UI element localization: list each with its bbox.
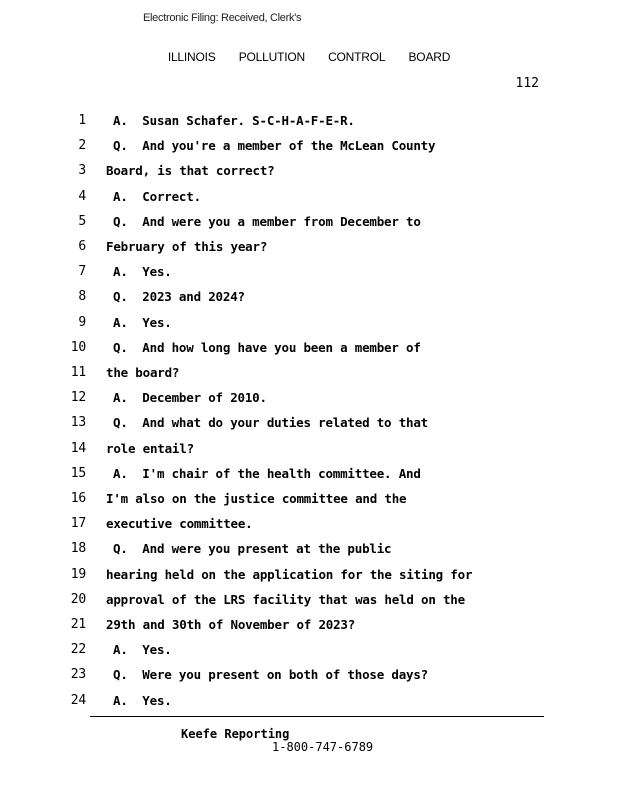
transcript-line xyxy=(0,340,618,365)
line-text: hearing held on the application for the siting for xyxy=(106,566,473,582)
line-number: 22 xyxy=(70,642,86,658)
line-number: 9 xyxy=(78,314,86,330)
line-number: 3 xyxy=(78,163,86,179)
transcript-line xyxy=(0,239,618,264)
line-text: Q. And were you present at the public xyxy=(113,541,392,557)
line-text: February of this year? xyxy=(106,239,268,254)
line-number: 24 xyxy=(70,692,86,708)
line-number: 13 xyxy=(70,415,86,431)
footer-phone: 1-800-747-6789 xyxy=(272,740,374,754)
footer-company: Keefe Reporting xyxy=(181,727,290,741)
line-number: 5 xyxy=(78,213,86,229)
transcript-line xyxy=(0,138,618,163)
line-text: Q. And you're a member of the McLean County xyxy=(113,138,436,154)
line-number: 14 xyxy=(70,440,86,456)
page-number: 112 xyxy=(515,76,539,91)
line-text: Q. And what do your duties related to that xyxy=(113,415,429,431)
transcript-line xyxy=(0,415,618,440)
line-text: I'm also on the justice committee and the xyxy=(106,491,407,506)
line-number: 1 xyxy=(78,113,86,128)
line-text: Q. And were you a member from December to xyxy=(113,213,421,229)
line-text: A. Yes. xyxy=(113,314,172,330)
transcript-line xyxy=(0,113,618,138)
electronic-filing-stamp: Electronic Filing: Received, Clerk's xyxy=(143,12,302,24)
transcript-line xyxy=(0,466,618,491)
line-number: 17 xyxy=(70,516,86,532)
transcript-line xyxy=(0,189,618,214)
line-text: A. I'm chair of the health committee. And xyxy=(113,465,421,481)
line-number: 10 xyxy=(70,339,86,355)
page-header xyxy=(0,50,618,64)
header-word: BOARD xyxy=(408,50,451,64)
line-text: executive committee. xyxy=(106,516,253,532)
header-word: CONTROL xyxy=(328,50,386,64)
line-text: Q. 2023 and 2024? xyxy=(113,289,245,305)
transcript-line xyxy=(0,693,618,718)
line-number: 2 xyxy=(78,138,86,154)
line-text: Q. Were you present on both of those days? xyxy=(113,667,429,683)
line-text: A. Yes. xyxy=(113,264,172,280)
transcript-line xyxy=(0,541,618,566)
line-text: 29th and 30th of November of 2023? xyxy=(106,617,356,632)
line-text: A. December of 2010. xyxy=(113,390,267,406)
transcript-line xyxy=(0,365,618,390)
line-text: approval of the LRS facility that was held on the xyxy=(106,591,465,607)
transcript-line xyxy=(0,617,618,642)
line-number: 15 xyxy=(70,465,86,481)
line-text: role entail? xyxy=(106,440,194,456)
line-text: Q. And how long have you been a member of xyxy=(113,339,421,355)
transcript-line xyxy=(0,667,618,692)
line-text: the board? xyxy=(106,365,180,380)
transcript-line xyxy=(0,491,618,516)
line-number: 16 xyxy=(70,491,86,506)
transcript-line xyxy=(0,163,618,188)
line-text: A. Susan Schafer. S-C-H-A-F-E-R. xyxy=(113,113,355,128)
transcript-line xyxy=(0,264,618,289)
line-number: 21 xyxy=(70,617,86,632)
line-text: A. Correct. xyxy=(113,188,201,204)
footer-divider xyxy=(90,716,544,717)
line-number: 18 xyxy=(70,541,86,557)
line-text: Board, is that correct? xyxy=(106,163,275,179)
line-number: 6 xyxy=(78,239,86,254)
transcript-line xyxy=(0,214,618,239)
transcript-line xyxy=(0,289,618,314)
transcript-line xyxy=(0,567,618,592)
transcript-line xyxy=(0,315,618,340)
line-number: 19 xyxy=(70,566,86,582)
line-number: 11 xyxy=(70,365,86,380)
header-word: ILLINOIS xyxy=(167,50,216,64)
line-number: 7 xyxy=(78,264,86,280)
header-word: POLLUTION xyxy=(238,50,305,64)
transcript-line xyxy=(0,390,618,415)
transcript-line xyxy=(0,592,618,617)
line-text: A. Yes. xyxy=(113,692,172,708)
line-number: 12 xyxy=(70,390,86,406)
line-number: 23 xyxy=(70,667,86,683)
transcript-line xyxy=(0,516,618,541)
line-number: 8 xyxy=(78,289,86,305)
line-text: A. Yes. xyxy=(113,642,172,658)
line-number: 20 xyxy=(70,591,86,607)
line-number: 4 xyxy=(78,188,86,204)
transcript-line xyxy=(0,441,618,466)
transcript-line xyxy=(0,642,618,667)
